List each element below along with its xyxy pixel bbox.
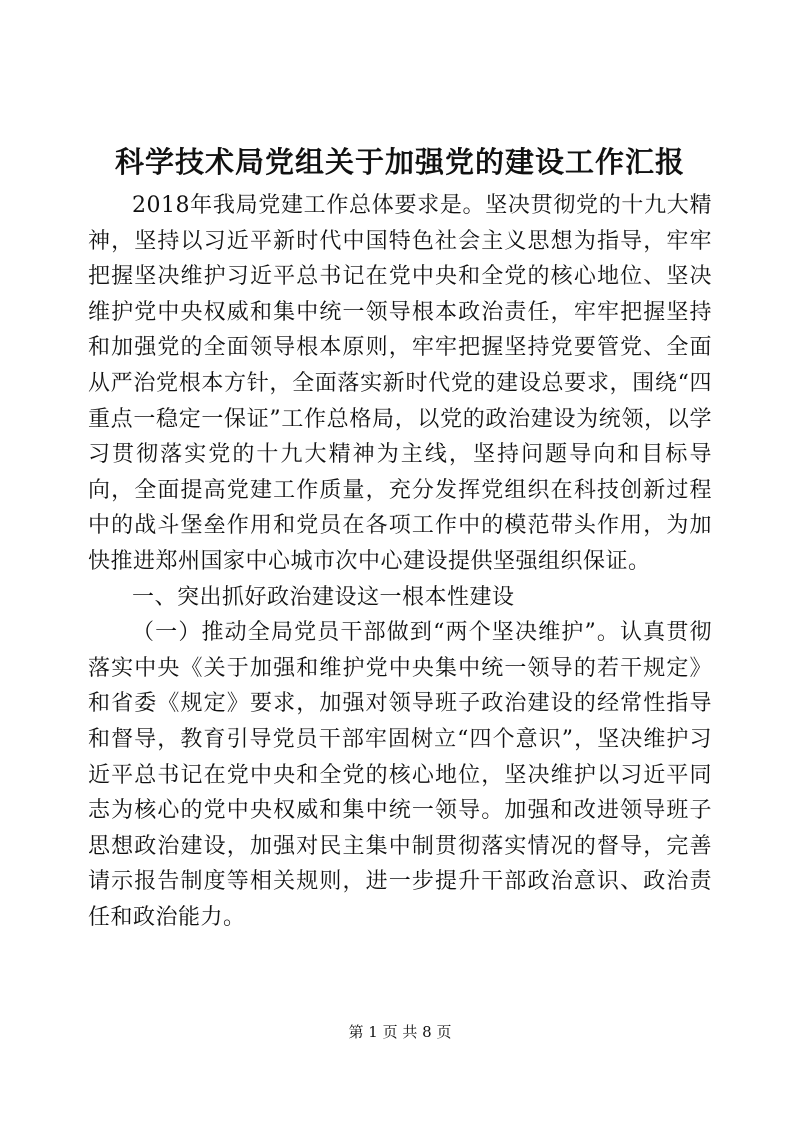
paragraph-two-resolute-safeguards: （一）推动全局党员干部做到“两个坚决维护”。认真贯彻落实中央《关于加强和维护党中央集中统一领导的若干规定》和省委《规定》要求，加强对领导班子政治建设的经常性指导和督导，教育引导党员干部牢固树立“四个意识”，坚决维护习近平总书记在党中央和全党的核心地位，坚决维护以习近平同志为核心的党中央权威和集中统一领导。加强和改进领导班子思想政治建设，加强对民主集中制贯彻落实情况的督导，完善请示报告制度等相关规则，进一步提升干部政治意识、政治责任和政治能力。 [88, 620, 712, 930]
section-heading-political-construction: 一、突出抓好政治建设这一根本性建设 [132, 584, 515, 610]
paragraph-overall-requirements: 2018年我局党建工作总体要求是。坚决贯彻党的十九大精神，坚持以习近平新时代中国特色社会主义思想为指导，牢牢把握坚决维护习近平总书记在党中央和全党的核心地位、坚决维护党中央权威和集中统一领导根本政治责任，牢牢把握坚持和加强党的全面领导根本原则，牢牢把握坚持党要管党、全面从严治党根本方针，全面落实新时代党的建设总要求，围绕“四重点一稳定一保证”工作总格局，以党的政治建设为统领，以学习贯彻落实党的十九大精神为主线，坚持问题导向和目标导向，全面提高党建工作质量，充分发挥党组织在科技创新过程中的战斗堡垒作用和党员在各项工作中的模范带头作用，为加快推进郑州国家中心城市次中心建设提供坚强组织保证。 [88, 193, 712, 574]
page-footer: 第 1 页 共 8 页 [348, 1023, 452, 1041]
document-body [88, 188, 712, 935]
document-title: 科学技术局党组关于加强党的建设工作汇报 [114, 145, 685, 179]
